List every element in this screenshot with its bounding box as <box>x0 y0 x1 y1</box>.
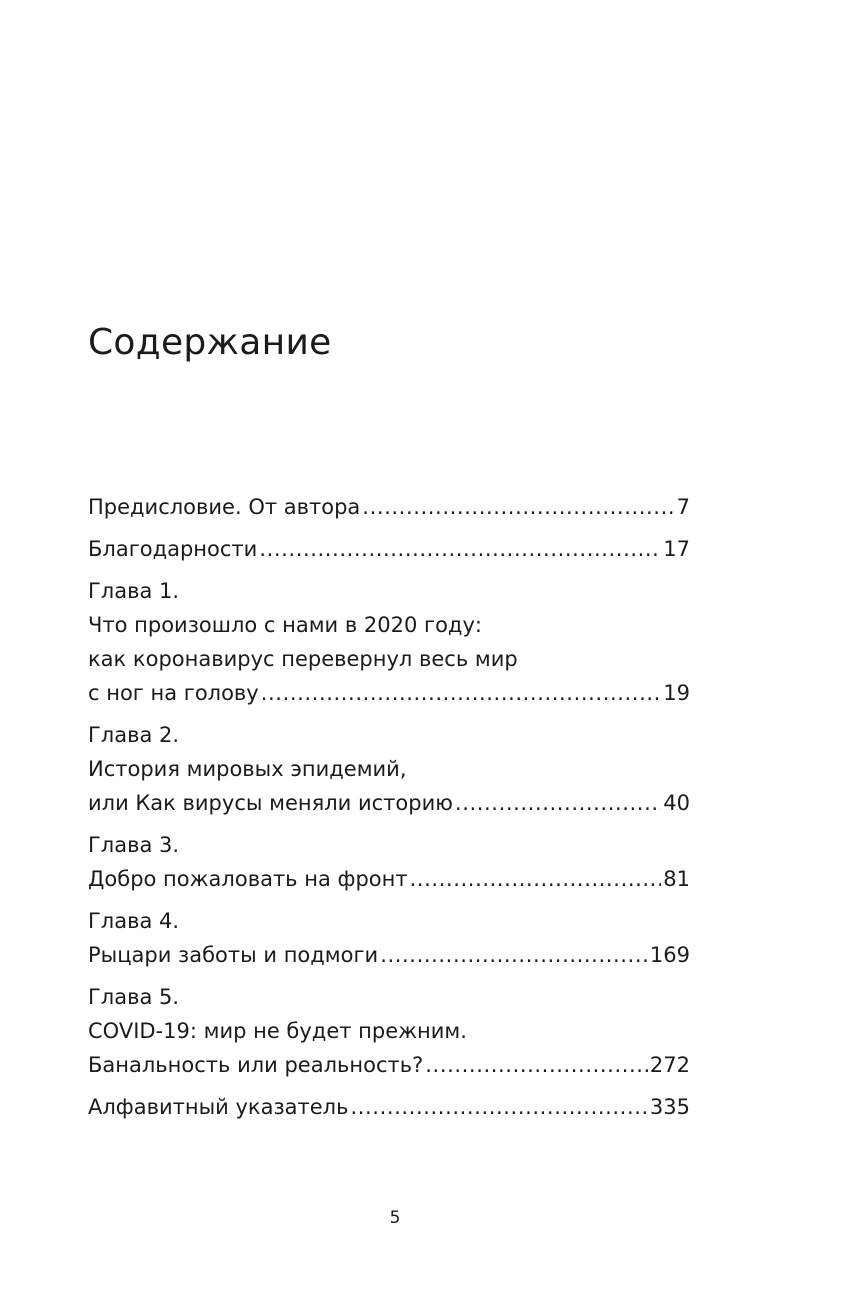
toc-page-number: 17 <box>663 537 690 561</box>
toc-entry-line <box>88 532 690 566</box>
toc-entry-index[interactable] <box>88 1090 690 1124</box>
toc-page-number: 272 <box>649 1053 690 1077</box>
toc-entry-line <box>88 1090 690 1124</box>
toc-entry-chapter-1[interactable] <box>88 574 690 710</box>
toc-chapter-label: Глава 2. <box>88 723 180 747</box>
toc-page-number: 335 <box>649 1095 690 1119</box>
page-number: 5 <box>389 1208 401 1228</box>
toc-chapter-label: Глава 1. <box>88 579 180 603</box>
toc-entry-line <box>88 490 690 524</box>
toc-entry-title: Банальность или реальность? <box>88 1053 424 1077</box>
toc-page-number: 81 <box>663 867 690 891</box>
toc-entry-line <box>88 1048 690 1082</box>
toc-entry-chapter-2[interactable] <box>88 718 690 820</box>
dot-leader <box>380 938 648 972</box>
toc-page-number: 7 <box>676 495 690 519</box>
toc-entry-title-line: История мировых эпидемий, <box>88 757 407 781</box>
toc-chapter-label: Глава 5. <box>88 985 180 1009</box>
toc-entry-title: Добро пожаловать на фронт <box>88 867 408 891</box>
toc-entry-title: Алфавитный указатель <box>88 1095 349 1119</box>
table-of-contents <box>88 490 690 1132</box>
toc-entry-title: Благодарности <box>88 537 258 561</box>
toc-entry-title-line: как коронавирус перевернул весь мир <box>88 647 518 671</box>
toc-entry-line <box>88 676 690 710</box>
toc-entry-chapter-3[interactable] <box>88 828 690 896</box>
toc-entry-chapter-5[interactable] <box>88 980 690 1082</box>
dot-leader <box>350 1090 647 1124</box>
dot-leader <box>259 532 661 566</box>
toc-entry-title-line: COVID-19: мир не будет прежним. <box>88 1019 467 1043</box>
toc-chapter-label: Глава 4. <box>88 909 180 933</box>
toc-entry-preface[interactable] <box>88 490 690 524</box>
dot-leader <box>425 1048 648 1082</box>
toc-entry-title: с ног на голову <box>88 681 259 705</box>
toc-page-number: 19 <box>663 681 690 705</box>
toc-entry-title: Предисловие. От автора <box>88 495 361 519</box>
toc-page-number: 40 <box>663 791 690 815</box>
dot-leader <box>410 862 662 896</box>
toc-chapter-label: Глава 3. <box>88 833 180 857</box>
toc-entry-title-line: Что произошло с нами в 2020 году: <box>88 613 482 637</box>
page-title: Содержание <box>88 322 332 363</box>
dot-leader <box>455 786 661 820</box>
toc-page-number: 169 <box>649 943 690 967</box>
toc-entry-line <box>88 786 690 820</box>
toc-entry-title: или Как вирусы меняли историю <box>88 791 453 815</box>
toc-entry-chapter-4[interactable] <box>88 904 690 972</box>
toc-entry-line <box>88 862 690 896</box>
toc-entry-line <box>88 938 690 972</box>
toc-entry-title: Рыцари заботы и подмоги <box>88 943 379 967</box>
toc-entry-acknowledgements[interactable] <box>88 532 690 566</box>
dot-leader <box>362 490 674 524</box>
dot-leader <box>261 676 662 710</box>
